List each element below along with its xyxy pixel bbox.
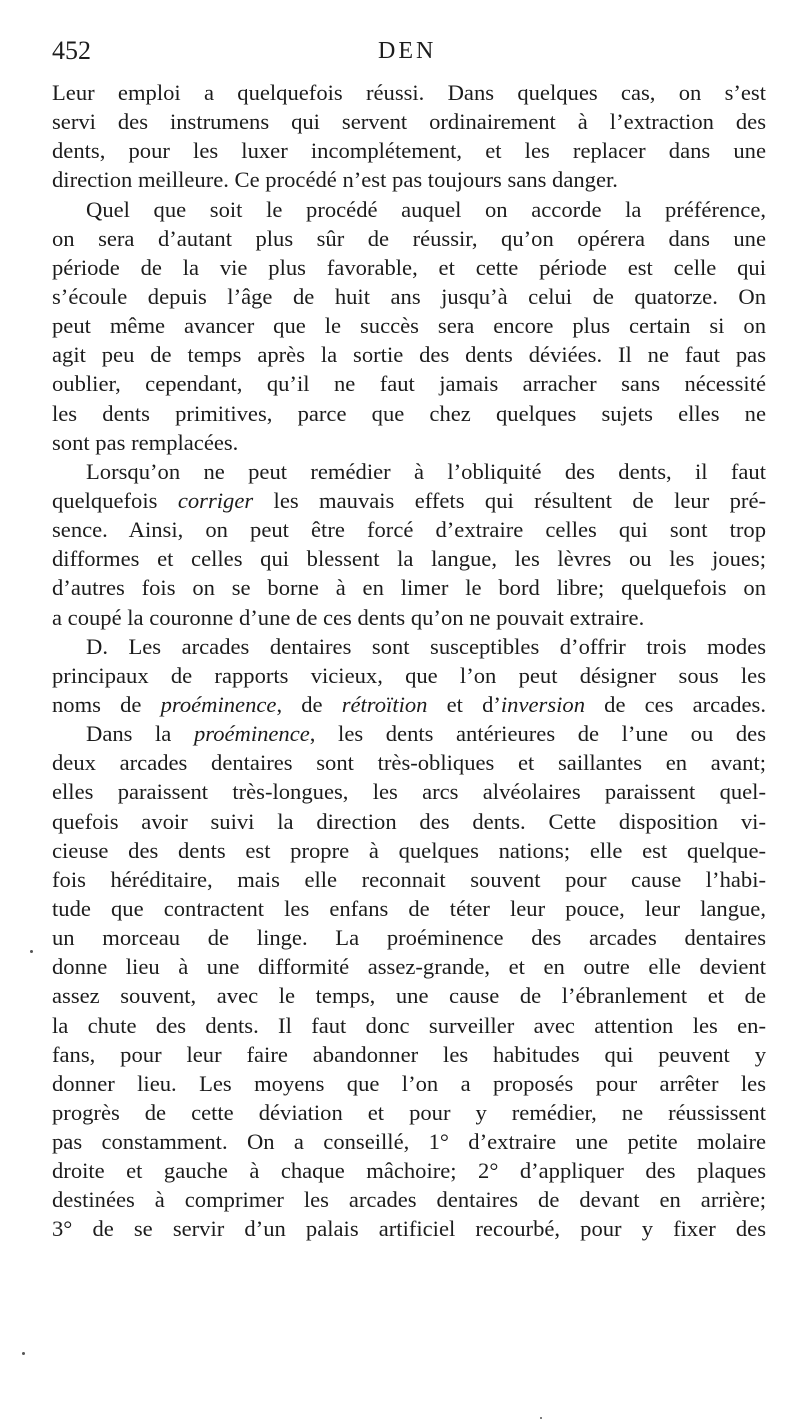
text-line <box>52 1069 766 1098</box>
text-segment: les dents primitives, parce que chez quelques sujets elles ne <box>52 400 766 426</box>
text-line <box>52 195 766 224</box>
text-line <box>52 573 766 602</box>
text-line <box>52 1156 766 1185</box>
text-segment: Dans la <box>86 721 194 747</box>
text-segment: la chute des dents. Il faut donc surveiller avec attention les en- <box>52 1012 766 1038</box>
text-line <box>52 136 766 165</box>
running-head: DEN <box>378 38 437 64</box>
text-segment: fans, pour leur faire abandonner les habitudes qui peuvent y <box>52 1041 766 1067</box>
page-number: 452 <box>52 36 91 65</box>
text-line <box>52 1185 766 1214</box>
text-segment: Leur emploi a quelquefois réussi. Dans quelques cas, on s’est <box>52 80 766 105</box>
text-line <box>52 165 766 194</box>
print-speck <box>30 950 33 953</box>
text-segment: droite et gauche à chaque mâchoire; 2° d’appliquer des plaques <box>52 1158 766 1184</box>
text-segment: s’écoule depuis l’âge de huit ans jusqu’à celui de quatorze. On <box>52 283 766 309</box>
print-speck <box>540 1417 542 1419</box>
text-line <box>52 311 766 340</box>
page-header <box>52 36 764 76</box>
text-line <box>52 515 766 544</box>
text-segment: , les dents antérieures de l’une ou des <box>309 721 766 747</box>
text-segment: on sera d’autant plus sûr de réussir, qu’on opérera dans une <box>52 225 766 251</box>
text-segment: pas constamment. On a conseillé, 1° d’extraire une petite molaire <box>52 1129 766 1155</box>
text-line <box>52 719 766 748</box>
text-segment: direction meilleure. Ce procédé n’est pas toujours sans danger. <box>52 167 618 193</box>
text-line <box>52 282 766 311</box>
text-segment: sont pas remplacées. <box>52 429 239 455</box>
italic-term: corriger <box>177 487 254 513</box>
italic-term: proéminence <box>160 691 277 717</box>
text-line <box>52 107 766 136</box>
text-line <box>52 807 766 836</box>
text-line <box>52 253 766 282</box>
text-line <box>52 661 766 690</box>
text-segment: cieuse des dents est propre à quelques nations; elle est quelque- <box>52 837 766 863</box>
text-segment: tude que contractent les enfans de téter leur pouce, leur langue, <box>52 895 766 921</box>
text-segment: a coupé la couronne d’une de ces dents qu’on ne pouvait extraire. <box>52 604 645 630</box>
text-line <box>52 865 766 894</box>
text-line <box>52 1040 766 1069</box>
text-segment: période de la vie plus favorable, et cette période est celle qui <box>52 254 766 280</box>
text-line <box>52 486 766 515</box>
text-segment: destinées à comprimer les arcades dentaires de devant en arrière; <box>52 1187 766 1213</box>
text-line <box>52 224 766 253</box>
text-segment: dents, pour les luxer incomplétement, et les replacer dans une <box>52 138 766 164</box>
text-segment: D. Les arcades dentaires sont susceptibles d’offrir trois modes <box>86 633 766 659</box>
text-line <box>52 981 766 1010</box>
text-line <box>52 457 766 486</box>
text-line <box>52 1127 766 1156</box>
italic-term: inversion <box>500 691 585 717</box>
text-line <box>52 1098 766 1127</box>
text-segment: difformes et celles qui blessent la langue, les lèvres ou les joues; <box>52 546 766 572</box>
text-segment: , de <box>276 691 342 717</box>
print-speck <box>22 1352 25 1355</box>
text-segment: donne lieu à une difformité assez-grande, et en outre elle devient <box>52 954 766 980</box>
text-segment: assez souvent, avec le temps, une cause de l’ébranlement et de <box>52 983 766 1009</box>
text-segment: 3° de se servir d’un palais artificiel recourbé, pour y fixer des <box>52 1216 766 1242</box>
text-line <box>52 952 766 981</box>
text-segment: fois héréditaire, mais elle reconnait souvent pour cause l’habi- <box>52 866 766 892</box>
text-segment: elles paraissent très-longues, les arcs alvéolaires paraissent quel- <box>52 779 766 805</box>
text-segment: sence. Ainsi, on peut être forcé d’extraire celles qui sont trop <box>52 517 766 543</box>
body-text <box>52 78 766 1244</box>
text-segment: servi des instrumens qui servent ordinairement à l’extraction des <box>52 109 766 135</box>
text-line <box>52 1011 766 1040</box>
text-line <box>52 399 766 428</box>
text-segment: quefois avoir suivi la direction des dents. Cette disposition vi- <box>52 808 766 834</box>
text-segment: noms de <box>52 691 161 717</box>
italic-term: rétroïtion <box>341 691 428 717</box>
text-segment: progrès de cette déviation et pour y remédier, ne réussissent <box>52 1099 766 1125</box>
text-line <box>52 428 766 457</box>
text-segment: d’autres fois on se borne à en limer le bord libre; quelquefois on <box>52 575 766 601</box>
text-line <box>52 369 766 398</box>
text-segment: quelquefois <box>52 487 178 513</box>
text-line <box>52 632 766 661</box>
text-line <box>52 748 766 777</box>
text-segment: les mauvais effets qui résultent de leur pré- <box>253 487 766 513</box>
text-line <box>52 78 766 107</box>
text-segment: peut même avancer que le succès sera encore plus certain si on <box>52 313 766 339</box>
text-segment: deux arcades dentaires sont très-obliques et saillantes en avant; <box>52 750 766 776</box>
text-line <box>52 923 766 952</box>
text-line <box>52 1214 766 1243</box>
text-segment: et d’ <box>427 691 501 717</box>
text-segment: oublier, cependant, qu’il ne faut jamais arracher sans nécessité <box>52 371 766 397</box>
text-line <box>52 777 766 806</box>
text-segment: agit peu de temps après la sortie des dents déviées. Il ne faut pas <box>52 342 766 368</box>
text-line <box>52 690 766 719</box>
text-line <box>52 340 766 369</box>
text-line <box>52 603 766 632</box>
text-segment: Lorsqu’on ne peut remédier à l’obliquité des dents, il faut <box>86 458 766 484</box>
text-segment: un morceau de linge. La proéminence des arcades dentaires <box>52 925 766 951</box>
text-line <box>52 544 766 573</box>
text-segment: Quel que soit le procédé auquel on accorde la préférence, <box>86 196 766 222</box>
italic-term: proéminence <box>193 721 310 747</box>
text-segment: de ces arcades. <box>585 691 766 717</box>
text-segment: donner lieu. Les moyens que l’on a proposés pour arrêter les <box>52 1070 766 1096</box>
text-line <box>52 836 766 865</box>
text-segment: principaux de rapports vicieux, que l’on peut désigner sous les <box>52 662 766 688</box>
text-line <box>52 894 766 923</box>
